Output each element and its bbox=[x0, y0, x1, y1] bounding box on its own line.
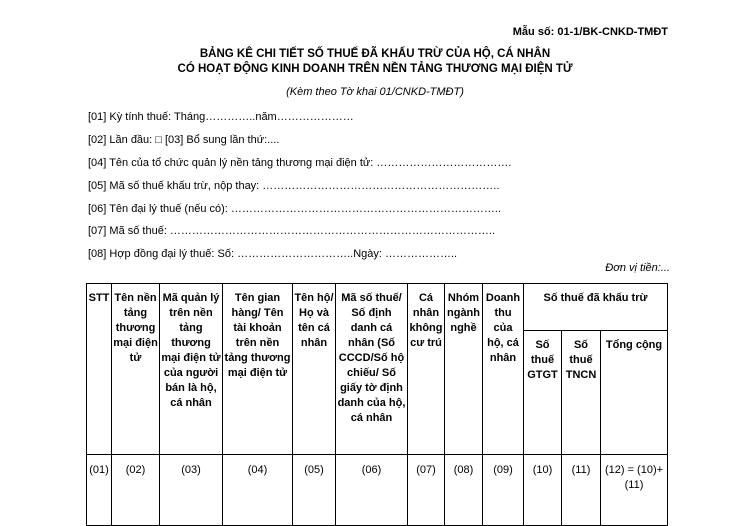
col-number: (05) bbox=[293, 455, 336, 526]
field-agent-contract: [08] Hợp đồng đại lý thuế: Số: …………………………..Ngày: ……………….. bbox=[88, 248, 458, 260]
header-tax-withheld-group: Số thuế đã khấu trừ bbox=[524, 284, 668, 331]
table-row bbox=[87, 455, 668, 526]
header-shop-name: Tên gian hàng/ Tên tài khoản trên nền tảng thương mại điện tử bbox=[223, 284, 293, 455]
title-line-2: CÓ HOẠT ĐỘNG KINH DOANH TRÊN NỀN TẢNG THƯƠNG MẠI ĐIỆN TỬ bbox=[177, 63, 573, 75]
header-vat: Số thuế GTGT bbox=[524, 331, 562, 455]
field-first-time-label: [02] Lần đầu: bbox=[88, 134, 156, 146]
field-first-time bbox=[88, 134, 279, 146]
header-household-name: Tên hộ/ Họ và tên cá nhân bbox=[293, 284, 336, 455]
header-seller-code: Mã quản lý trên nền tảng thương mại điện tử của người bán là hộ, cá nhân bbox=[160, 284, 223, 455]
currency-unit: Đơn vị tiền:... bbox=[605, 262, 670, 274]
header-stt: STT bbox=[87, 284, 112, 455]
field-tax-code: [07] Mã số thuế: …………………………………………………………………………….. bbox=[88, 225, 496, 237]
field-supplement-label: [03] Bổ sung lần thứ:.... bbox=[161, 134, 280, 146]
header-tax-id: Mã số thuế/ Số định danh cá nhân (Số CCCD/Số hộ chiếu/ Số giấy tờ định danh của hộ, cá nhân bbox=[336, 284, 408, 455]
field-tax-agent-name: [06] Tên đại lý thuế (nếu có): ……………………………………………………………….. bbox=[88, 203, 501, 215]
col-number: (02) bbox=[112, 455, 160, 526]
header-non-resident: Cá nhân không cư trú bbox=[408, 284, 445, 455]
col-number: (11) bbox=[562, 455, 601, 526]
header-pit: Số thuế TNCN bbox=[562, 331, 601, 455]
col-number: (04) bbox=[223, 455, 293, 526]
col-number: (01) bbox=[87, 455, 112, 526]
first-time-checkbox[interactable]: □ bbox=[155, 134, 162, 146]
field-tax-period: [01] Kỳ tính thuế: Tháng…………..năm………………… bbox=[88, 111, 354, 123]
col-number: (03) bbox=[160, 455, 223, 526]
tax-detail-table bbox=[86, 283, 668, 526]
header-platform-name: Tên nền tảng thương mại điện tử bbox=[112, 284, 160, 455]
col-number: (07) bbox=[408, 455, 445, 526]
title-line-1: BẢNG KÊ CHI TIẾT SỐ THUẾ ĐÃ KHẤU TRỪ CỦA HỘ, CÁ NHÂN bbox=[199, 48, 551, 60]
col-number: (08) bbox=[445, 455, 483, 526]
field-tax-code-withheld: [05] Mã số thuế khấu trừ, nộp thay: ……………………………………………………….. bbox=[88, 180, 500, 192]
header-industry-group: Nhóm ngành nghề bbox=[445, 284, 483, 455]
field-platform-org: [04] Tên của tổ chức quản lý nền tảng thương mại điện tử: ………………………………. bbox=[88, 157, 512, 169]
header-total: Tổng cộng bbox=[601, 331, 668, 455]
col-number: (12) = (10)+(11) bbox=[601, 455, 668, 526]
header-revenue: Doanh thu của hộ, cá nhân bbox=[483, 284, 524, 455]
col-number: (09) bbox=[483, 455, 524, 526]
form-number: Mẫu số: 01-1/BK-CNKD-TMĐT bbox=[512, 26, 668, 38]
col-number: (06) bbox=[336, 455, 408, 526]
col-number: (10) bbox=[524, 455, 562, 526]
subtitle: (Kèm theo Tờ khai 01/CNKD-TMĐT) bbox=[286, 86, 464, 98]
